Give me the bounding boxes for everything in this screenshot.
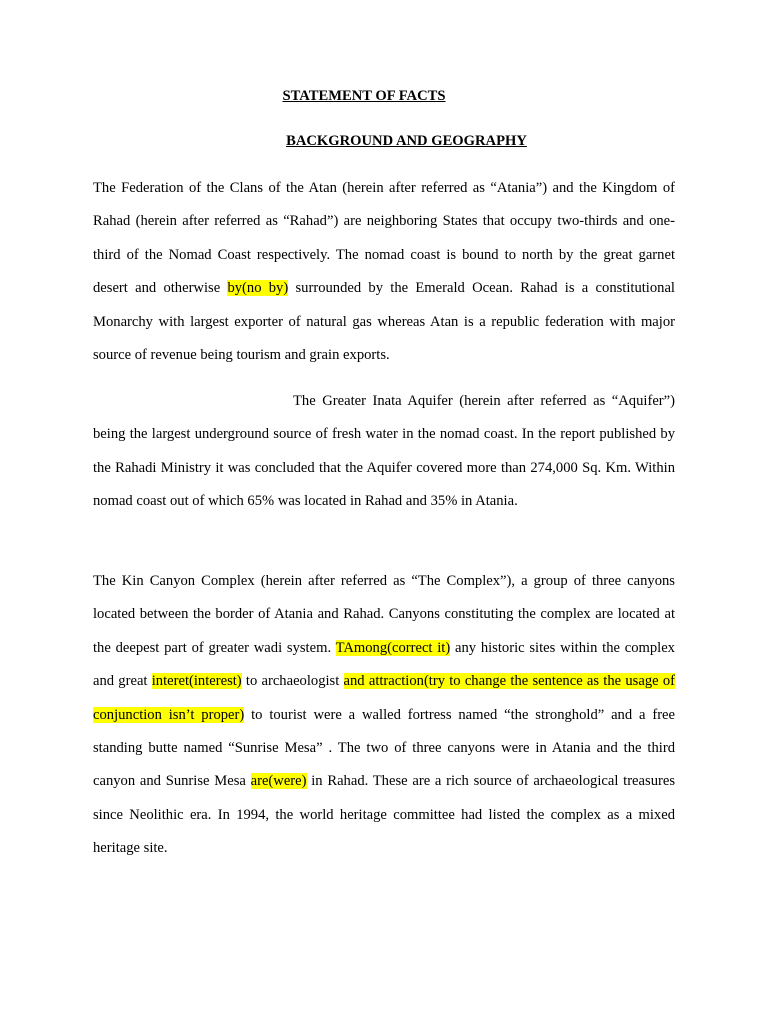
highlight-comment: interet(interest) xyxy=(151,673,242,690)
highlight-comment: and attraction(try to change the sentence as the usage of conjunction isn’t proper) xyxy=(93,673,675,723)
highlight-comment: by(no by) xyxy=(227,280,289,297)
heading-statement-of-facts: STATEMENT OF FACTS xyxy=(282,88,446,104)
highlight-comment: are(were) xyxy=(250,773,307,790)
text-run: The Federation of the Clans of the Atan (herein after referred as “Atania”) and the Kingdom of Rahad (herein after referred as “Rahad”) are neighboring States that occupy two-thirds and one-third of the Nomad Coast respectively. The nomad coast is bound to north by the great garnet desert and otherwise xyxy=(93,180,675,297)
text-run: The Kin Canyon Complex (herein after referred as “The Complex”), a group of three canyons located between the border of Atania and Rahad. Canyons constituting the complex are located at the deepest part of greater wadi system. xyxy=(93,573,675,656)
text-run: to archaeologist xyxy=(241,673,344,690)
text-run: in Rahad. These are a rich source of archaeological treasures since Neolithic era. In 1994, the world heritage committee had listed the complex as a mixed heritage site. xyxy=(93,773,676,857)
text-run: any historic sites within the complex and great xyxy=(93,639,675,690)
paragraph-aquifer: The Greater Inata Aquifer (herein after referred as “Aquifer”) being the largest underground source of fresh water in the nomad coast. In the report published by the Rahadi Ministry it was concluded that the Aquifer covered more than 274,000 Sq. Km. Within nomad coast out of which 65% was located in Rahad and 35% in Atania. xyxy=(93,393,675,510)
text-run: to tourist were a walled fortress named “the stronghold” and a free standing butte named “Sunrise Mesa” . The two of three canyons were in Atania and the third canyon and Sunrise Mesa xyxy=(93,706,676,790)
paragraph-federation xyxy=(93,172,675,372)
text-run: surrounded by the Emerald Ocean. Rahad is a constitutional Monarchy with largest exporter of natural gas whereas Atan is a republic federation with major source of revenue being tourism and grain exports. xyxy=(93,280,675,364)
paragraph-kin-canyon xyxy=(93,565,675,866)
heading-background-geography: BACKGROUND AND GEOGRAPHY xyxy=(286,133,527,149)
highlight-comment: TAmong(correct it) xyxy=(335,639,451,656)
